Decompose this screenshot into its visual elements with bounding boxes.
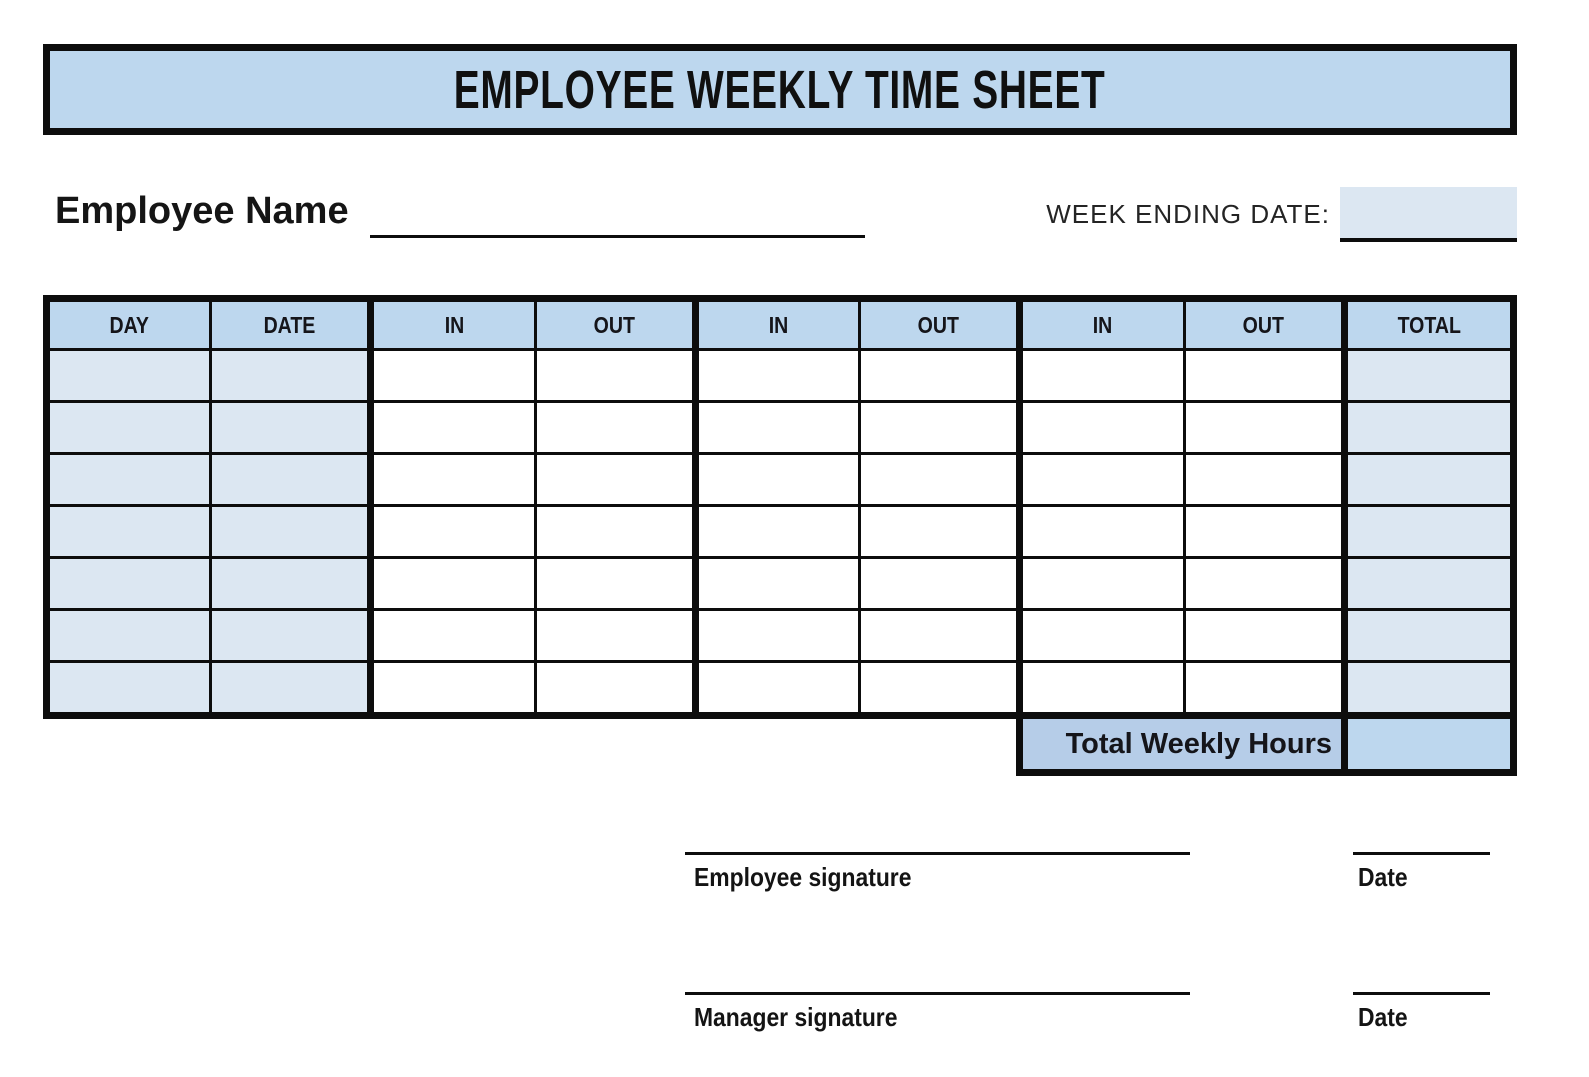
- cell-in-3[interactable]: [1023, 507, 1185, 559]
- cell-date[interactable]: [212, 403, 374, 455]
- cell-day[interactable]: [50, 403, 212, 455]
- cell-date[interactable]: [212, 611, 374, 663]
- cell-out-1[interactable]: [537, 663, 699, 712]
- cell-date[interactable]: [212, 455, 374, 507]
- page-title: EMPLOYEE WEEKLY TIME SHEET: [454, 59, 1106, 120]
- cell-in-3[interactable]: [1023, 455, 1185, 507]
- title-bar: [43, 44, 1517, 135]
- cell-out-1[interactable]: [537, 559, 699, 611]
- cell-out-3[interactable]: [1186, 351, 1348, 403]
- column-header-out-3: OUT: [1186, 302, 1348, 351]
- cell-in-3[interactable]: [1023, 351, 1185, 403]
- employee-signature-label: Employee signature: [694, 862, 912, 892]
- total-weekly-hours-row: [1016, 712, 1517, 776]
- cell-date[interactable]: [212, 559, 374, 611]
- timesheet-body: [50, 351, 1510, 712]
- cell-day[interactable]: [50, 507, 212, 559]
- cell-in-3[interactable]: [1023, 559, 1185, 611]
- cell-out-1[interactable]: [537, 507, 699, 559]
- cell-in-1[interactable]: [374, 455, 536, 507]
- column-header-in-3: IN: [1023, 302, 1185, 351]
- cell-out-2[interactable]: [861, 611, 1023, 663]
- column-header-date: DATE: [212, 302, 374, 351]
- total-weekly-hours-field[interactable]: [1348, 719, 1510, 769]
- column-header-out-2: OUT: [861, 302, 1023, 351]
- employee-signature-field[interactable]: [685, 815, 1190, 855]
- cell-day[interactable]: [50, 455, 212, 507]
- cell-in-2[interactable]: [699, 507, 861, 559]
- cell-out-1[interactable]: [537, 351, 699, 403]
- cell-in-3[interactable]: [1023, 663, 1185, 712]
- cell-in-2[interactable]: [699, 403, 861, 455]
- timesheet-row: [50, 455, 1510, 507]
- manager-date-label: Date: [1358, 1002, 1408, 1032]
- cell-in-2[interactable]: [699, 611, 861, 663]
- cell-total[interactable]: [1348, 507, 1510, 559]
- cell-out-2[interactable]: [861, 351, 1023, 403]
- employee-date-field[interactable]: [1353, 815, 1490, 855]
- cell-out-2[interactable]: [861, 403, 1023, 455]
- cell-out-2[interactable]: [861, 455, 1023, 507]
- cell-in-1[interactable]: [374, 351, 536, 403]
- cell-in-3[interactable]: [1023, 403, 1185, 455]
- manager-date-field[interactable]: [1353, 955, 1490, 995]
- total-weekly-hours-label-cell: [1023, 719, 1348, 769]
- column-header-day: DAY: [50, 302, 212, 351]
- cell-in-1[interactable]: [374, 507, 536, 559]
- column-header-total: TOTAL: [1348, 302, 1510, 351]
- column-header-out-1: OUT: [537, 302, 699, 351]
- cell-out-2[interactable]: [861, 663, 1023, 712]
- cell-total[interactable]: [1348, 559, 1510, 611]
- cell-day[interactable]: [50, 663, 212, 712]
- cell-out-3[interactable]: [1186, 507, 1348, 559]
- timesheet-row: [50, 403, 1510, 455]
- cell-day[interactable]: [50, 611, 212, 663]
- employee-date-label: Date: [1358, 862, 1408, 892]
- total-weekly-hours-label: Total Weekly Hours: [1065, 727, 1332, 760]
- timesheet-row: [50, 351, 1510, 403]
- timesheet-header-row: [50, 302, 1510, 351]
- cell-in-1[interactable]: [374, 611, 536, 663]
- cell-total[interactable]: [1348, 403, 1510, 455]
- timesheet-row: [50, 663, 1510, 712]
- cell-date[interactable]: [212, 507, 374, 559]
- cell-day[interactable]: [50, 559, 212, 611]
- employee-name-label: Employee Name: [55, 190, 349, 232]
- cell-total[interactable]: [1348, 663, 1510, 712]
- timesheet-row: [50, 559, 1510, 611]
- cell-in-2[interactable]: [699, 559, 861, 611]
- cell-out-2[interactable]: [861, 507, 1023, 559]
- cell-in-2[interactable]: [699, 455, 861, 507]
- cell-in-1[interactable]: [374, 559, 536, 611]
- cell-total[interactable]: [1348, 611, 1510, 663]
- column-header-in-1: IN: [374, 302, 536, 351]
- cell-out-3[interactable]: [1186, 559, 1348, 611]
- cell-out-1[interactable]: [537, 455, 699, 507]
- cell-in-1[interactable]: [374, 403, 536, 455]
- cell-date[interactable]: [212, 351, 374, 403]
- cell-in-2[interactable]: [699, 351, 861, 403]
- timesheet-table: [43, 295, 1517, 719]
- timesheet-row: [50, 611, 1510, 663]
- cell-out-3[interactable]: [1186, 663, 1348, 712]
- timesheet-row: [50, 507, 1510, 559]
- cell-total[interactable]: [1348, 455, 1510, 507]
- manager-signature-field[interactable]: [685, 955, 1190, 995]
- week-ending-date-field[interactable]: [1340, 187, 1517, 242]
- cell-out-3[interactable]: [1186, 611, 1348, 663]
- cell-total[interactable]: [1348, 351, 1510, 403]
- cell-day[interactable]: [50, 351, 212, 403]
- column-header-in-2: IN: [699, 302, 861, 351]
- employee-name-field[interactable]: [370, 198, 865, 238]
- cell-in-2[interactable]: [699, 663, 861, 712]
- week-ending-date-label: WEEK ENDING DATE:: [1046, 199, 1330, 229]
- manager-signature-label: Manager signature: [694, 1002, 898, 1032]
- cell-in-3[interactable]: [1023, 611, 1185, 663]
- cell-out-2[interactable]: [861, 559, 1023, 611]
- cell-in-1[interactable]: [374, 663, 536, 712]
- cell-out-1[interactable]: [537, 611, 699, 663]
- cell-out-3[interactable]: [1186, 455, 1348, 507]
- cell-out-1[interactable]: [537, 403, 699, 455]
- cell-out-3[interactable]: [1186, 403, 1348, 455]
- cell-date[interactable]: [212, 663, 374, 712]
